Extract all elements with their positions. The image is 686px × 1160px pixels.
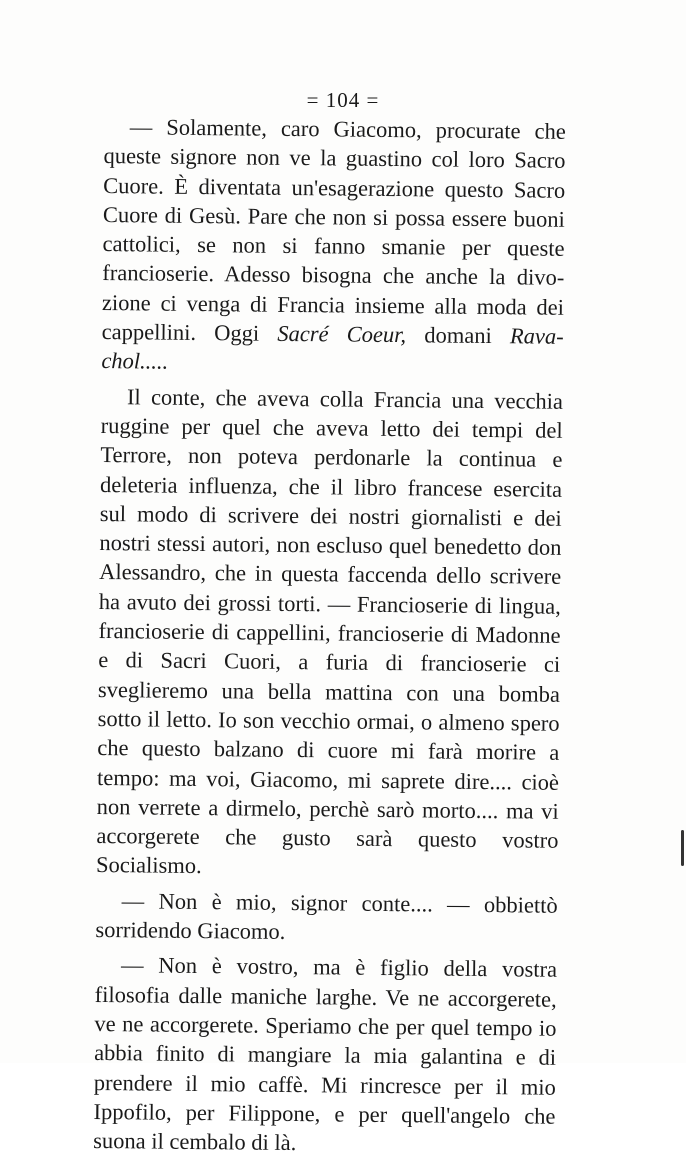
paragraph-1-line-4: Cuore di Gesù. Pare che non si possa essere <box>102 201 507 232</box>
paragraph-1-line-5: buoni cattolici, se non si fanno smanie per queste <box>102 206 566 262</box>
paragraph-1-line-7: zione ci venga di Francia insieme alla moda dei <box>101 289 565 320</box>
scan-edge-mark <box>681 830 684 866</box>
paragraph-3: — Non è mio, signor conte.... — obbiettò sorridendo Giacomo. <box>95 887 558 944</box>
paragraph-2: Il conte, che aveva colla Francia una vecchia ruggine per quel che aveva letto dei tempi del Terrore, non poteva perdonarle la continua e deleteria influenza, che il libro francese esercita sul modo di scrivere dei nostri giornalisti e dei nostri stessi autori, non escluso quel benedetto don Alessandro, che in questa faccenda dello scrivere ha avuto dei grossi torti. — Francioserie di lingua, francioserie di cappellini, francioserie di Madonne e di Sacri Cuori, a furia di francioserie ci sveglieremo una bella mattina con una bomba sotto il letto. Io son vecchio ormai, o almeno spero che questo balzano di cuore mi farà morire a tempo: ma voi, Giacomo, mi saprete dire.... cioè non verrete a dirmelo, perchè sarò morto.... ma vi accorgerete che gusto sarà questo vostro Socialismo. <box>95 383 564 879</box>
paragraph-1-mid: domani <box>406 322 511 349</box>
paragraph-1-line-1: — Solamente, caro Giacomo, procurate che <box>129 114 566 144</box>
paragraph-1-line-2: queste signore non ve la guastino col loro Sacro <box>103 143 566 174</box>
paragraph-1-line-6: francioserie. Adesso bisogna che anche la divo- <box>102 260 565 291</box>
paragraph-4: — Non è vostro, ma è figlio della vostra filosofia dalle maniche larghe. Ve ne accorgerete, ve ne accorgerete. Speriamo che per quel tempo io abbia finito di mangiare la mia galantina e di prendere il mio caffè. Mi rincresce per il mio Ippofilo, per Filippone, e per quell'angelo che suona il cembalo di là. <box>93 952 558 1156</box>
paragraph-1-italic-2: Rava- <box>509 323 564 349</box>
paragraph-1-italic-3: chol..... <box>101 348 169 375</box>
paragraph-1-line-8: cappellini. Oggi <box>101 319 260 346</box>
paragraph-1-italic-1: Sacré Coeur, <box>277 320 407 348</box>
page-number: = 104 = <box>306 88 380 112</box>
body-text <box>93 112 566 1160</box>
paragraph-1-line-3: Cuore. È diventata un'esagerazione questo Sacro <box>103 172 566 203</box>
paragraph-1 <box>101 112 566 380</box>
